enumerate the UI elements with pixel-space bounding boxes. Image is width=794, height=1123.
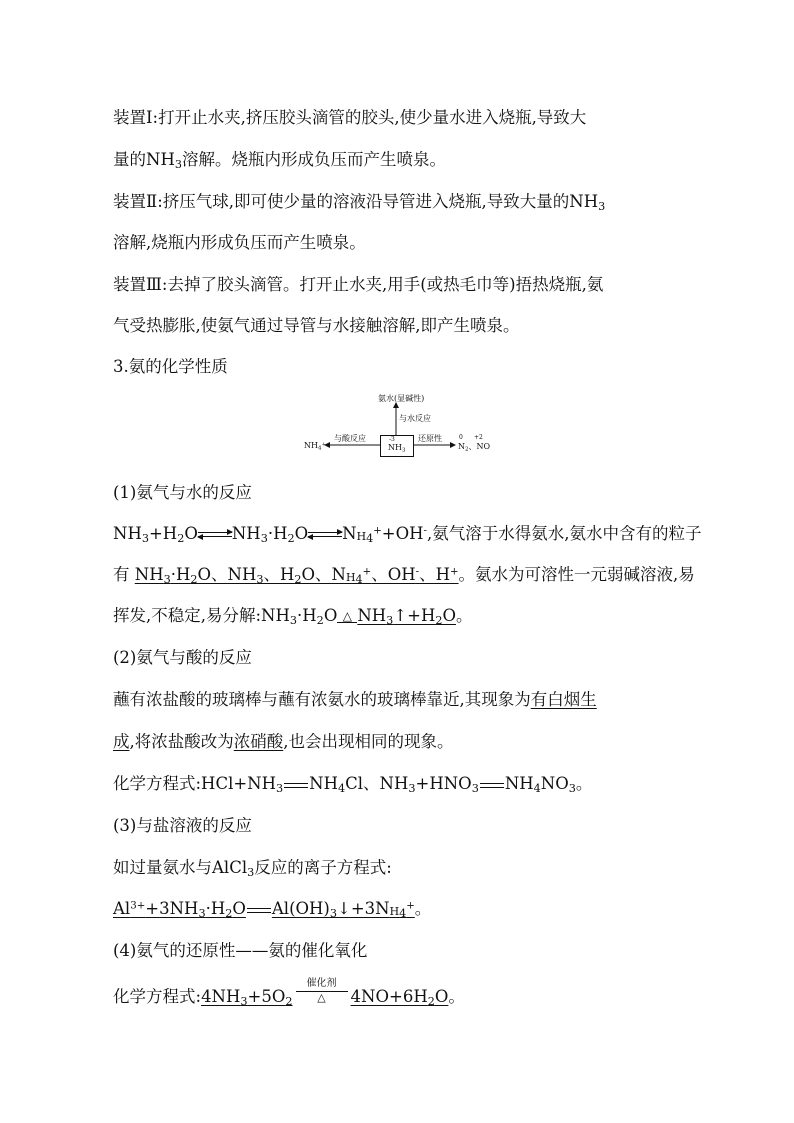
decomposition-answer: $NH_3↑+H_2O$: [357, 606, 457, 628]
ammonia-properties-diagram: [300, 393, 500, 465]
diagram-oxidation-state-no: +2: [474, 434, 483, 441]
subsection-1-decomposition: 挥发,不稳定,易分解$:NH_3\cdot H_2O$ △ $NH_3↑+H_2O$。: [113, 606, 473, 628]
equals-sign-icon: [479, 779, 505, 791]
subsection-3-equation: $Al^{3+}+3NH_3\cdot H_2O$ $Al(OH)_3↓+3NH_4^+$。: [113, 899, 432, 921]
phenomenon-answer: 有白烟生: [530, 690, 597, 709]
subsection-1-equation: $NH_3+H_2O$ $NH_3\cdot H_2O$ $NH_4^++OH^-$,氨气溶于水得氨水,氨水中含有的粒子: [113, 524, 702, 546]
particles-answer: $NH_3\cdot H_2O$、$NH_3$、$H_2O$、$NH_4^+$、OH-、H+: [134, 565, 459, 587]
diagram-products-label: $N_2$、NO: [458, 442, 491, 453]
subsection-1-particles: 有 $NH_3\cdot H_2O$、$NH_3$、$H_2O$、$NH_4^+$、OH-、H+。氨水为可溶性一元弱碱溶液,易: [113, 565, 695, 587]
device2-line1: 装置Ⅱ:挤压气球,即可使少量的溶液沿导管进入烧瓶,导致大量的$NH_3$: [113, 192, 606, 214]
diagram-oxidation-state-n2: 0: [459, 434, 463, 441]
subsection-2-line2: 成,将浓盐酸改为浓硝酸,也会出现相同的现象。: [113, 732, 454, 751]
diagram-ammonia-label: $NH_3$: [388, 443, 406, 454]
subsection-4-equation: 化学方程式$:4NH_3+5O_2$ 催化剂 △ $4NO+6H_2O$。: [113, 978, 465, 1009]
equals-sign-icon: [283, 779, 309, 791]
subsection-4-heading: (4)氨气的还原性——氨的催化氧化: [113, 941, 368, 960]
device1-line1: 装置Ⅰ:打开止水夹,挤压胶头滴管的胶头,使少量水进入烧瓶,导致大: [113, 108, 587, 127]
catalyst-condition: 催化剂 △: [296, 991, 348, 1004]
subsection-2-line1: 蘸有浓盐酸的玻璃棒与蘸有浓氨水的玻璃棒靠近,其现象为有白烟生: [113, 690, 597, 709]
device3-line2: 气受热膨胀,使氨气通过导管与水接触溶解,即产生喷泉。: [113, 316, 520, 335]
equals-sign-icon: [246, 904, 272, 916]
diagram-oxidation-state-n: -3: [389, 436, 395, 443]
subsection-2-heading: (2)氨气与酸的反应: [113, 648, 252, 667]
subsection-3-line1: 如过量氨水与AlCl$_3$反应的离子方程式:: [113, 858, 392, 880]
diagram-top-label: 氨水(显碱性): [378, 394, 425, 403]
device3-line1: 装置Ⅲ:去掉了胶头滴管。打开止水夹,用手(或热毛巾等)捂热烧瓶,氨: [113, 275, 604, 294]
diagram-acid-reaction-label: 与酸反应: [334, 434, 366, 443]
ionic-equation-answer: $Al^{3+}+3NH_3\cdot H_2O$ $Al(OH)_3↓+3NH_4^+$: [113, 899, 415, 921]
heat-condition: △: [337, 610, 357, 623]
subsection-3-heading: (3)与盐溶液的反应: [113, 816, 252, 835]
diagram-reducing-label: 还原性: [418, 434, 442, 443]
diagram-ammonium-label: $NH_4^+$: [304, 441, 326, 452]
device2-line2: 溶解,烧瓶内形成负压而产生喷泉。: [113, 233, 366, 252]
subsection-2-equation: 化学方程式$:HCl+NH_3$ $NH_4Cl$、$NH_3+HNO_3$ $NH_4NO_3$。: [113, 774, 593, 796]
equilibrium-arrow-icon: [308, 529, 342, 541]
device1-line2: 量的$NH_3$溶解。烧瓶内形成负压而产生喷泉。: [113, 150, 446, 172]
diagram-water-reaction-label: 与水反应: [399, 414, 431, 423]
section-heading-ammonia-properties: 3.氨的化学性质: [113, 357, 228, 376]
catalytic-oxidation-answer: $4NH_3+5O_2$ 催化剂 △ $4NO+6H_2O$: [201, 978, 449, 1009]
equilibrium-arrow-icon: [198, 529, 232, 541]
subsection-1-heading: (1)氨气与水的反应: [113, 483, 252, 502]
acid-answer: 浓硝酸: [233, 732, 284, 751]
